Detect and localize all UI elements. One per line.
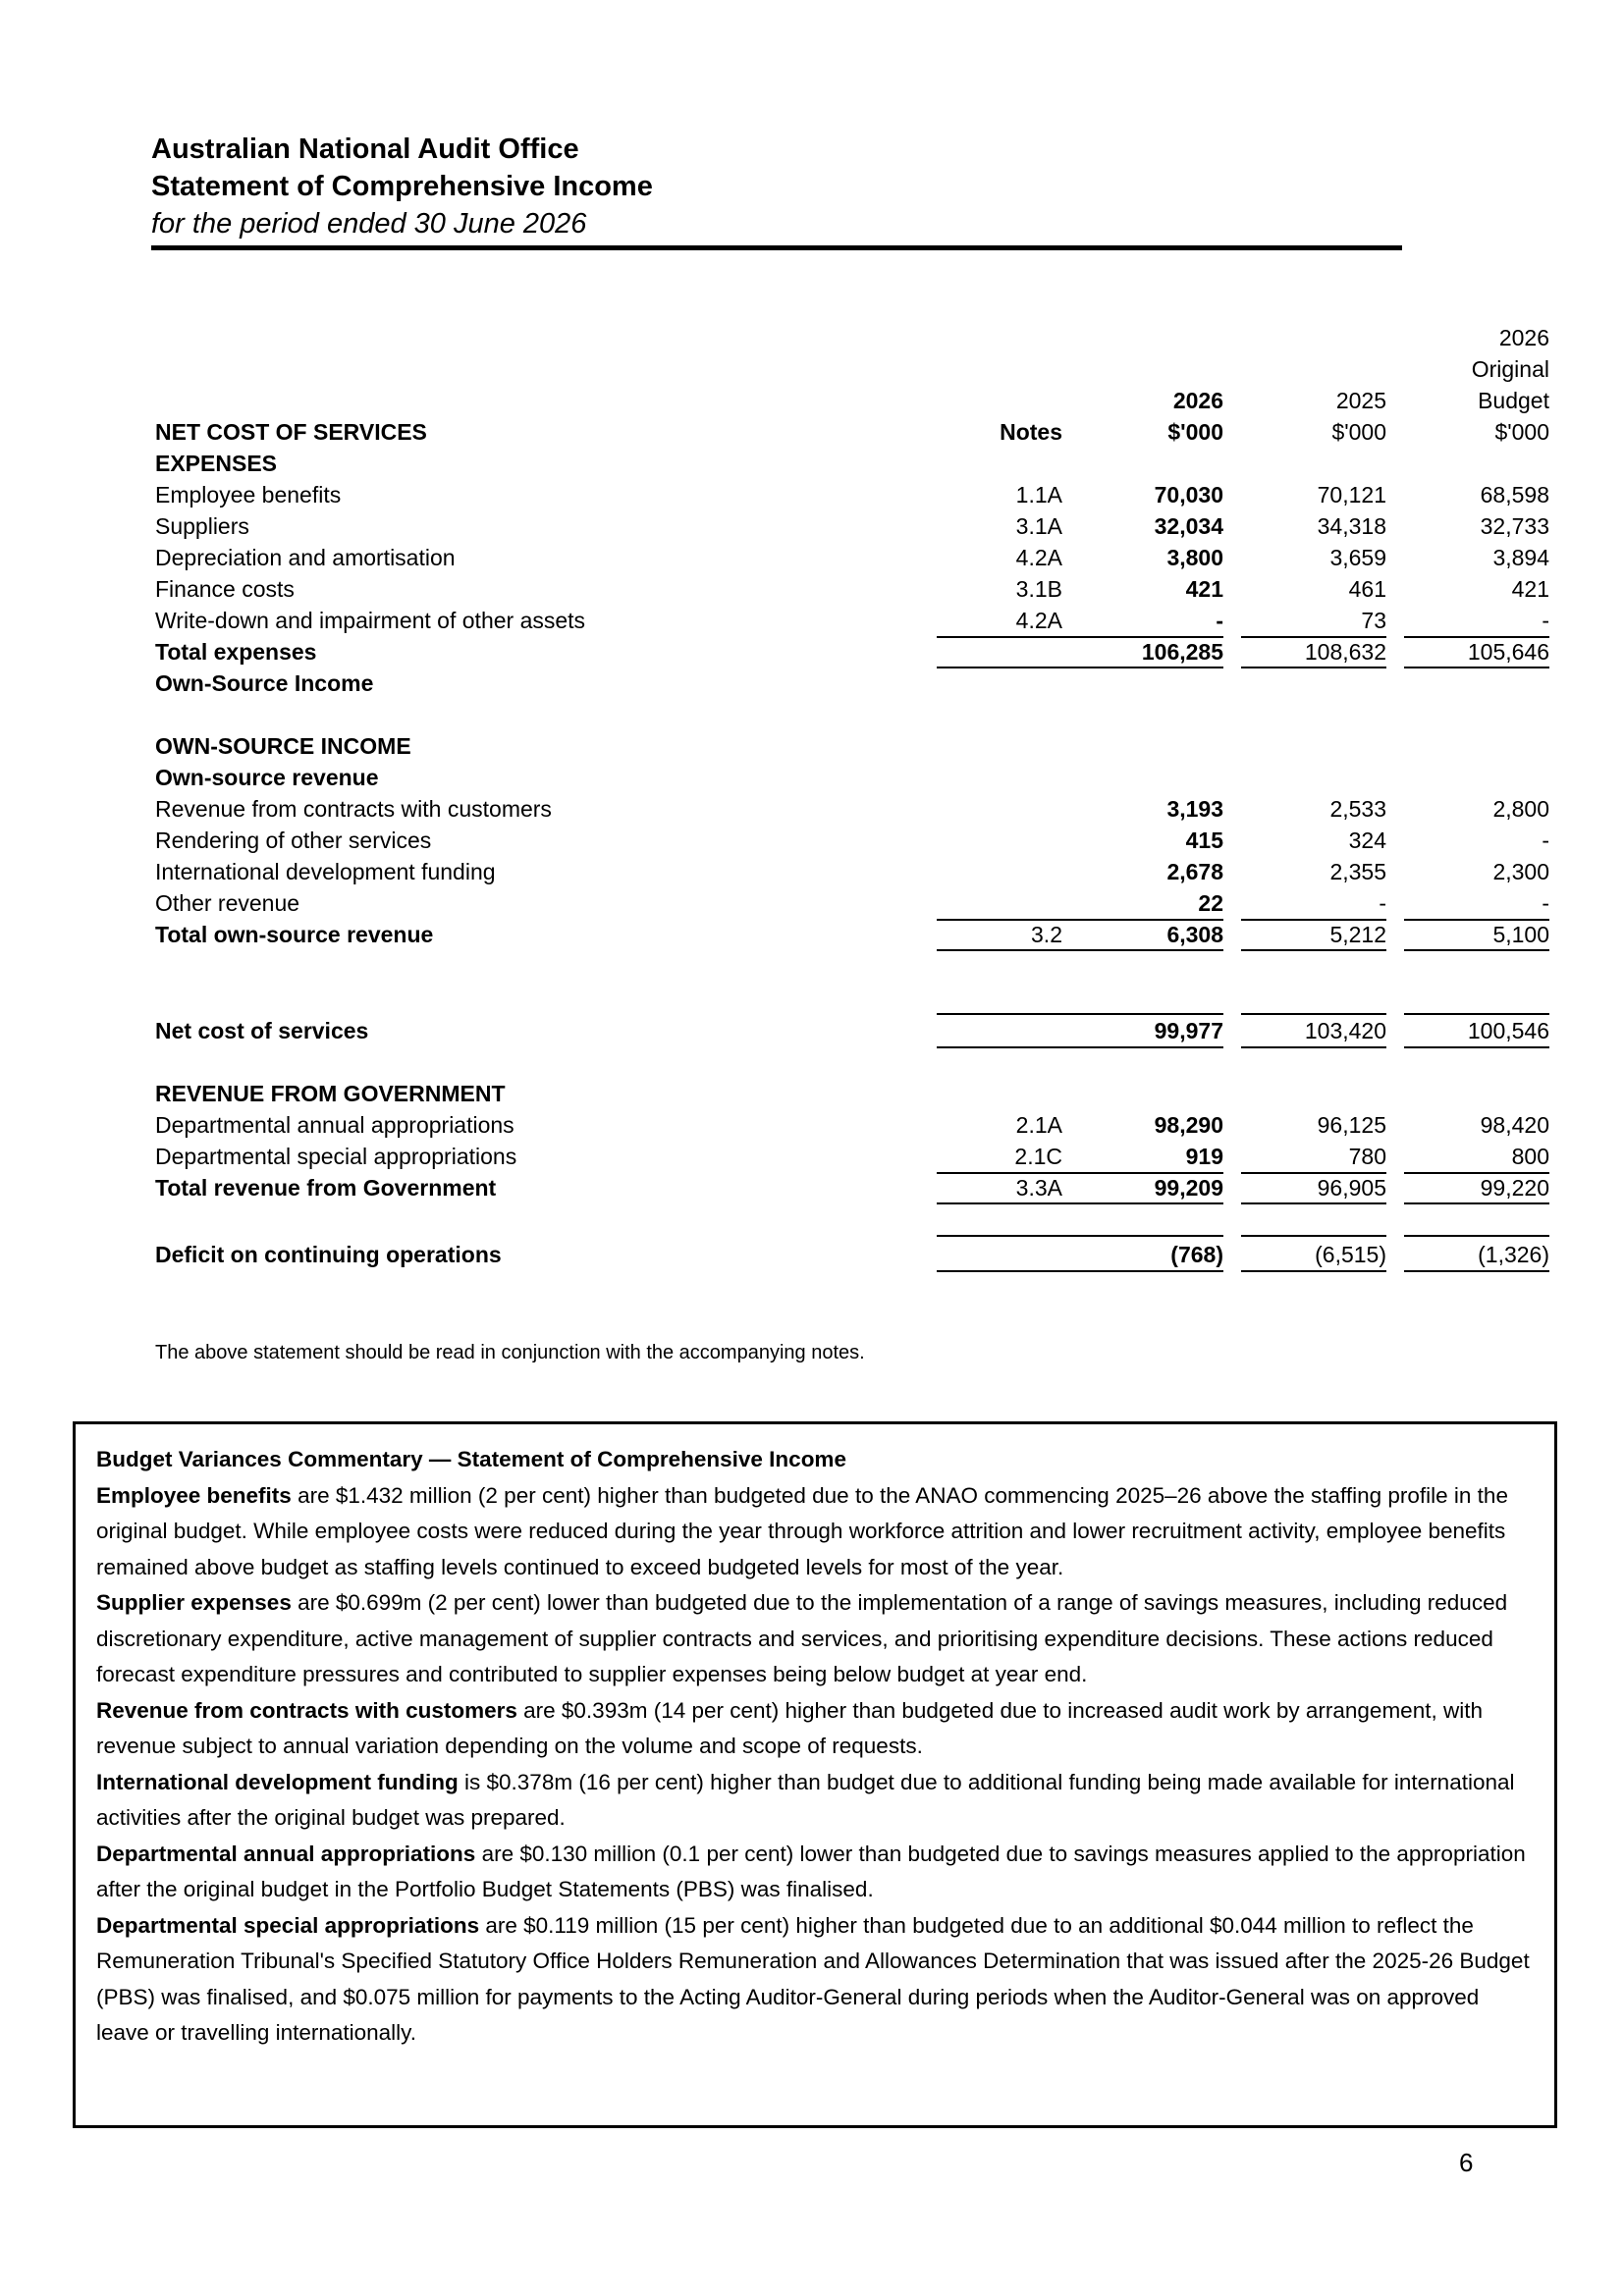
commentary-item xyxy=(96,1908,1535,2052)
net-cost-of-services-row xyxy=(151,1015,1549,1046)
table-row xyxy=(151,542,1549,573)
row-note: 3.1B xyxy=(1015,576,1062,602)
value-2026: 106,285 xyxy=(1141,639,1223,665)
commentary-item xyxy=(96,1837,1535,1908)
value-budget: (1,326) xyxy=(1478,1242,1549,1267)
budget-variances-commentary xyxy=(73,1421,1557,2128)
own-source-revenue-heading: Own-source revenue xyxy=(155,765,379,790)
value-2025: 3,659 xyxy=(1329,545,1386,570)
total-rule xyxy=(1241,1270,1386,1272)
unit-2025: $'000 xyxy=(1331,419,1386,445)
row-note: 1.1A xyxy=(1015,482,1062,507)
value-budget: 421 xyxy=(1511,576,1549,602)
row-label: Depreciation and amortisation xyxy=(155,545,456,570)
value-budget: 5,100 xyxy=(1492,922,1549,947)
value-budget: 99,220 xyxy=(1480,1175,1549,1201)
header-divider xyxy=(151,245,1402,250)
row-note: 3.2 xyxy=(1031,922,1062,947)
total-rule xyxy=(1241,1202,1386,1204)
value-2025: 324 xyxy=(1348,828,1386,853)
document-header xyxy=(151,131,1402,242)
commentary-text: is $0.378m (16 per cent) higher than budget due to additional funding being made available for international activities after the original budget was prepared. xyxy=(96,1769,1515,1830)
row-note: 2.1A xyxy=(1015,1112,1062,1138)
value-2026: 6,308 xyxy=(1166,922,1223,947)
value-2025: 103,420 xyxy=(1304,1018,1386,1043)
table-row xyxy=(151,573,1549,605)
total-revenue-from-government-row xyxy=(151,1172,1549,1203)
budget-column-original: Original xyxy=(1471,356,1549,382)
table-row xyxy=(151,667,1402,699)
subtotal-rule xyxy=(1241,1235,1386,1237)
table-row xyxy=(151,793,1549,825)
unit-2026: $'000 xyxy=(1167,419,1223,445)
table-row xyxy=(151,605,1549,636)
table-row xyxy=(151,1141,1549,1172)
budget-column-year: 2026 xyxy=(1498,325,1549,350)
value-2026: 415 xyxy=(1185,828,1223,853)
value-2025: - xyxy=(1379,890,1386,916)
table-row xyxy=(151,762,1402,793)
value-2025: 34,318 xyxy=(1317,513,1386,539)
row-label: Suppliers xyxy=(155,513,249,539)
value-budget: 100,546 xyxy=(1467,1018,1549,1043)
row-label: Total own-source revenue xyxy=(155,922,434,947)
total-rule xyxy=(937,1202,1223,1204)
value-2026: 3,800 xyxy=(1166,545,1223,570)
row-note: 3.3A xyxy=(1015,1175,1062,1201)
organisation-name: Australian National Audit Office xyxy=(151,133,579,165)
total-own-source-revenue-row xyxy=(151,919,1549,950)
commentary-text: are $0.119 million (15 per cent) higher than budgeted due to an additional $0.044 million to reflect the Remuneration Tribunal's Specified Statutory Office Holders Remuneration and Allowances Determination that was issued after the 2025-26 Budget (PBS) was finalised, and $0.075 million for payments to the Acting Auditor-General during periods when the Auditor-General was on approved leave or travelling internationally. xyxy=(96,1912,1530,2045)
total-rule xyxy=(937,949,1223,951)
value-2026: 22 xyxy=(1198,890,1223,916)
total-expenses-row xyxy=(151,636,1549,667)
value-2026: 3,193 xyxy=(1166,796,1223,822)
commentary-keyword: Employee benefits xyxy=(96,1482,292,1508)
row-label: Total revenue from Government xyxy=(155,1175,497,1201)
total-rule xyxy=(1241,1046,1386,1048)
value-2026: 99,977 xyxy=(1154,1018,1223,1043)
commentary-item xyxy=(96,1693,1535,1765)
statement-period: for the period ended 30 June 2026 xyxy=(151,208,587,240)
commentary-item xyxy=(96,1765,1535,1837)
value-2025: 73 xyxy=(1361,608,1386,633)
commentary-item xyxy=(96,1478,1535,1586)
table-row xyxy=(151,416,1549,448)
subtotal-rule xyxy=(937,1235,1223,1237)
value-2025: 461 xyxy=(1348,576,1386,602)
own-source-income-label: Own-Source Income xyxy=(155,670,374,696)
value-2025: 108,632 xyxy=(1304,639,1386,665)
total-rule xyxy=(1404,1270,1549,1272)
row-label: Net cost of services xyxy=(155,1018,369,1043)
table-row xyxy=(151,510,1549,542)
page-number: 6 xyxy=(1459,2148,1474,2177)
commentary-text: are $0.130 million (0.1 per cent) lower than budgeted due to savings measures applied to the appropriation after the original budget in the Portfolio Budget Statements (PBS) was finalised. xyxy=(96,1841,1526,1901)
column-2026-year: 2026 xyxy=(1172,388,1223,413)
column-2025-year: 2025 xyxy=(1335,388,1386,413)
table-row xyxy=(151,887,1549,919)
value-budget: 3,894 xyxy=(1492,545,1549,570)
own-source-income-heading: OWN-SOURCE INCOME xyxy=(155,733,411,759)
row-label: Rendering of other services xyxy=(155,828,432,853)
commentary-text: are $0.699m (2 per cent) lower than budgeted due to the implementation of a range of savings measures, including reduced discretionary expenditure, active management of supplier contracts and services, and prioritising expenditure decisions. These actions reduced forecast expenditure pressures and contributed to supplier expenses being below budget at year end. xyxy=(96,1590,1508,1686)
row-label: Total expenses xyxy=(155,639,317,665)
table-row xyxy=(151,448,1402,479)
table-row xyxy=(151,479,1549,510)
revenue-from-government-heading: REVENUE FROM GOVERNMENT xyxy=(155,1081,506,1106)
value-2025: 5,212 xyxy=(1329,922,1386,947)
total-rule xyxy=(937,1270,1223,1272)
value-2026: 70,030 xyxy=(1154,482,1223,507)
value-2026: 98,290 xyxy=(1154,1112,1223,1138)
value-2025: 96,125 xyxy=(1317,1112,1386,1138)
row-label: International development funding xyxy=(155,859,496,884)
commentary-text: are $0.393m (14 per cent) higher than budgeted due to increased audit work by arrangement, with revenue subject to annual variation depending on the volume and scope of requests. xyxy=(96,1697,1483,1758)
notes-column-header: Notes xyxy=(1000,419,1062,445)
value-2026: 32,034 xyxy=(1154,513,1223,539)
row-label: Finance costs xyxy=(155,576,295,602)
expenses-heading: EXPENSES xyxy=(155,451,277,476)
value-budget: 98,420 xyxy=(1480,1112,1549,1138)
unit-budget: $'000 xyxy=(1494,419,1549,445)
commentary-title: Budget Variances Commentary — Statement of Comprehensive Income xyxy=(96,1447,846,1471)
row-label: Other revenue xyxy=(155,890,300,916)
value-2026: - xyxy=(1216,608,1223,633)
row-label: Departmental special appropriations xyxy=(155,1144,517,1169)
row-label: Employee benefits xyxy=(155,482,342,507)
row-label: Write-down and impairment of other assets xyxy=(155,608,586,633)
budget-column-budget: Budget xyxy=(1478,388,1549,413)
row-note: 2.1C xyxy=(1014,1144,1062,1169)
value-2026: (768) xyxy=(1170,1242,1223,1267)
commentary-keyword: Departmental special appropriations xyxy=(96,1912,480,1938)
value-2026: 2,678 xyxy=(1166,859,1223,884)
table-row xyxy=(151,730,1402,762)
statement-footnote: The above statement should be read in conjunction with the accompanying notes. xyxy=(155,1342,865,1363)
value-2025: 2,533 xyxy=(1329,796,1386,822)
value-budget: 105,646 xyxy=(1467,639,1549,665)
value-budget: 800 xyxy=(1511,1144,1549,1169)
table-row xyxy=(151,825,1549,856)
total-rule xyxy=(1241,949,1386,951)
commentary-keyword: Revenue from contracts with customers xyxy=(96,1697,517,1723)
row-label: Deficit on continuing operations xyxy=(155,1242,502,1267)
total-rule xyxy=(1404,667,1549,668)
total-rule xyxy=(1404,1046,1549,1048)
row-label: Departmental annual appropriations xyxy=(155,1112,514,1138)
value-2026: 919 xyxy=(1185,1144,1223,1169)
value-budget: 68,598 xyxy=(1480,482,1549,507)
statement-title: Statement of Comprehensive Income xyxy=(151,171,653,202)
value-2026: 99,209 xyxy=(1154,1175,1223,1201)
commentary-keyword: International development funding xyxy=(96,1769,459,1794)
value-2026: 421 xyxy=(1185,576,1223,602)
value-budget: - xyxy=(1542,890,1549,916)
row-note: 4.2A xyxy=(1015,545,1062,570)
value-budget: 2,300 xyxy=(1492,859,1549,884)
total-rule xyxy=(1404,949,1549,951)
commentary-text: are $1.432 million (2 per cent) higher than budgeted due to the ANAO commencing 2025–26 above the staffing profile in the original budget. While employee costs were reduced during the year through workforce attrition and lower recruitment activity, employee benefits remained above budget as staffing levels continued to exceed budgeted levels for most of the year. xyxy=(96,1482,1508,1579)
row-note: 4.2A xyxy=(1015,608,1062,633)
total-rule xyxy=(1404,1202,1549,1204)
value-2025: 70,121 xyxy=(1317,482,1386,507)
value-2025: 96,905 xyxy=(1317,1175,1386,1201)
value-2025: 2,355 xyxy=(1329,859,1386,884)
value-2025: (6,515) xyxy=(1315,1242,1386,1267)
commentary-keyword: Departmental annual appropriations xyxy=(96,1841,476,1866)
value-budget: - xyxy=(1542,608,1549,633)
value-2025: 780 xyxy=(1348,1144,1386,1169)
table-row xyxy=(151,1109,1549,1141)
value-budget: 2,800 xyxy=(1492,796,1549,822)
table-row xyxy=(151,856,1549,887)
value-budget: 32,733 xyxy=(1480,513,1549,539)
deficit-row xyxy=(151,1239,1549,1270)
value-budget: - xyxy=(1542,828,1549,853)
commentary-keyword: Supplier expenses xyxy=(96,1590,292,1615)
subtotal-rule xyxy=(1404,1235,1549,1237)
row-label: Revenue from contracts with customers xyxy=(155,796,552,822)
net-cost-heading: NET COST OF SERVICES xyxy=(155,419,427,445)
total-rule xyxy=(937,1046,1223,1048)
row-note: 3.1A xyxy=(1015,513,1062,539)
table-row xyxy=(151,1078,1402,1109)
commentary-item xyxy=(96,1585,1535,1693)
